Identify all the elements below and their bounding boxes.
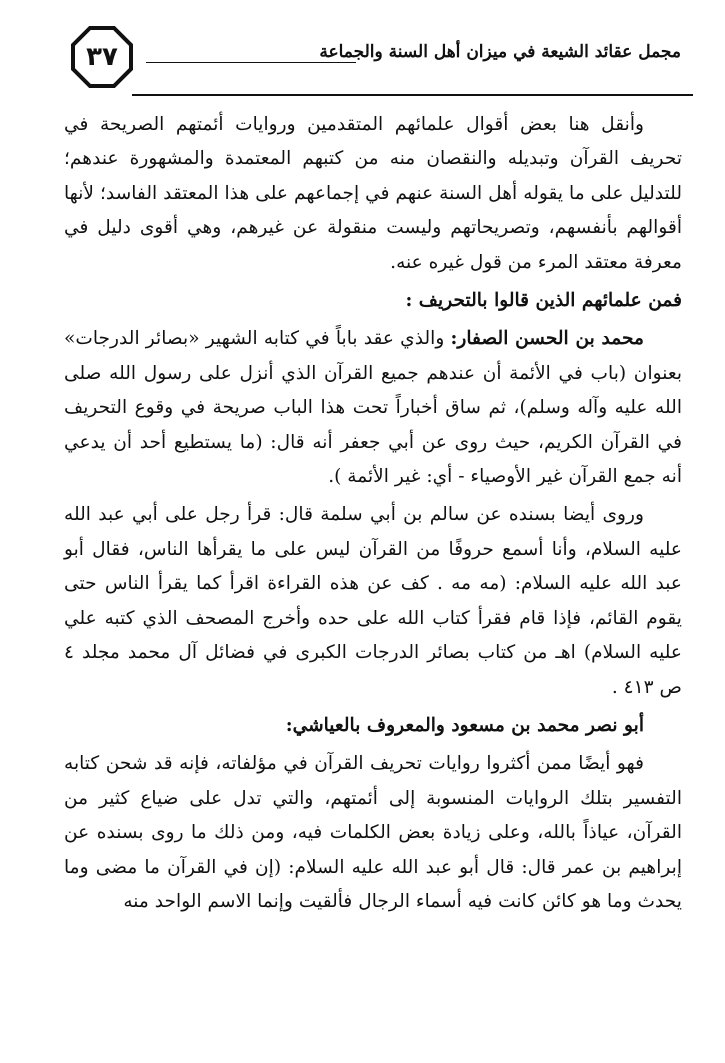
section-heading-ayashi: أبو نصر محمد بن مسعود والمعروف بالعياشي: <box>285 714 644 736</box>
saffar-text: والذي عقد باباً في كتابه الشهير «بصائر الدرجات» بعنوان (باب في الأئمة أن عندهم جميع القرآن الذي أنزل على رسول الله صلى الله عليه وآله وسلم)، ثم ساق أخباراً تحت هذا الباب صريحة في وقوع التحريف في القرآن الكريم، حيث روى عن أبي جعفر أنه قال: (ما يستطيع أحد أن يدعي أنه جمع القرآن غير الأوصياء - أي: غير الأئمة ). <box>64 328 682 488</box>
page-body <box>64 108 682 923</box>
intro-paragraph: وأنقل هنا بعض أقوال علمائهم المتقدمين وروايات أئمتهم الصريحة في تحريف القرآن وتبديله والنقصان منه من كتبهم المعتمدة والمشهورة عندهم؛ للتدليل على ما يقوله أهل السنة عنهم في إجماعهم على هذا المعتقد الفاسد؛ لأنها أقوالهم بأنفسهم، وتصريحاتهم وليست منقولة عن غيرهم، وهي أقوى دليل في معرفة معتقد المرء من قول غيره عنه. <box>64 114 682 273</box>
saffar-paragraph <box>64 322 682 494</box>
running-title: مجمل عقائد الشيعة في ميزان أهل السنة والجماعة <box>319 42 681 62</box>
page-number: ٣٧ <box>86 42 118 72</box>
section-heading: فمن علمائهم الذين قالوا بالتحريف : <box>405 290 682 312</box>
page-header <box>0 0 725 98</box>
salem-paragraph: وروى أيضا بسنده عن سالم بن أبي سلمة قال: قرأ رجل على أبي عبد الله عليه السلام، وأنا أسمع حروفًا من القرآن ليس على ما يقرأها الناس، فقال أبو عبد الله عليه السلام: (مه مه . كف عن هذه القراءة اقرأ كما يقرأ الناس حتى يقوم القائم، فإذا قام فقرأ كتاب الله على حده وأخرج المصحف الذي كتبه علي عليه السلام) اهـ من كتاب بصائر الدرجات الكبرى في فضائل آل محمد مجلد ٤ ص ٤١٣ . <box>64 504 682 698</box>
ayashi-paragraph: فهو أيضًا ممن أكثروا روايات تحريف القرآن في مؤلفاته، فإنه قد شحن كتابه التفسير بتلك الروايات المنسوبة إلى أئمتهم، والتي تدل على ضياع كثير من القرآن، عياذاً بالله، وعلى زيادة بعض الكلمات فيه، ومن ذلك ما روى بسنده عن إبراهيم بن عمر قال: قال أبو عبد الله عليه السلام: (إن في القرآن ما مضى وما يحدث وما هو كائن كانت فيه أسماء الرجال فألقيت وإنما الاسم الواحد منه <box>64 753 682 912</box>
scholar-name: محمد بن الحسن الصفار: <box>450 328 645 350</box>
page-number-badge <box>70 25 134 89</box>
title-leader-line <box>146 62 356 63</box>
header-rule <box>132 94 693 96</box>
